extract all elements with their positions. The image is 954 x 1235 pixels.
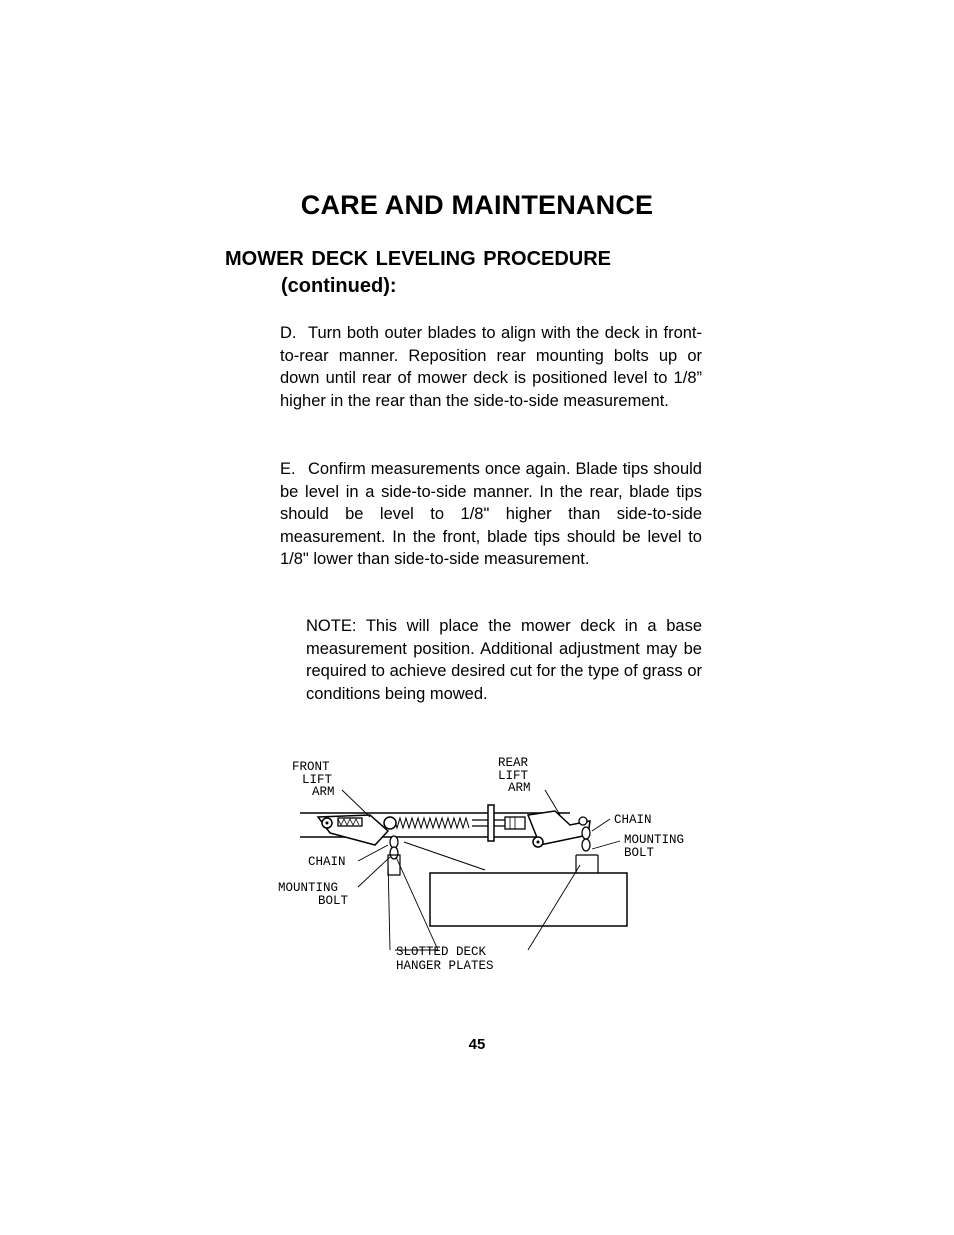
- chain-left-label: CHAIN: [308, 855, 346, 869]
- lift-linkage-diagram: [270, 745, 720, 985]
- chain-right-label: CHAIN: [614, 813, 652, 827]
- step-text: Confirm measurements once again. Blade tips should be level in a side-to-side manner. In the rear, blade tips should be level to 1/8" higher than side-to-side measurement. In the front, blade tips should be level to 1/8" lower than side-to-side measurement.: [280, 460, 702, 568]
- spring-eye: [384, 817, 396, 829]
- rear-lift-arm-label-2: LIFT: [498, 769, 529, 783]
- section-continued: (continued):: [281, 275, 397, 297]
- page-title: CARE AND MAINTENANCE: [300, 190, 654, 220]
- mounting-bolt-right-label-2: BOLT: [624, 846, 655, 860]
- mounting-bolt-right-label-1: MOUNTING: [624, 833, 685, 847]
- step-text: Turn both outer blades to align with the deck in front-to-rear manner. Reposition rear mounting bolts up or down until rear of mower deck is positioned level to 1/8” higher in the rear than the side-to-side measurement.: [280, 324, 702, 410]
- page-number: 45: [468, 1036, 486, 1053]
- rear-chain: [582, 827, 590, 851]
- mounting-bolt-left-label-1: MOUNTING: [278, 881, 339, 895]
- section-title: MOWER DECK LEVELING PROCEDURE: [225, 248, 612, 270]
- rear-lift-arm-label-1: REAR: [498, 756, 529, 770]
- hanger-plates-label-1: SLOTTED DECK: [396, 945, 487, 959]
- rear-lift-arm-label-3: ARM: [508, 781, 531, 795]
- spring: [394, 818, 469, 828]
- step-label: D.: [280, 324, 297, 342]
- rear-hanger-plate: [576, 855, 598, 873]
- step-d: [280, 322, 702, 412]
- hanger-plates-label-2: HANGER PLATES: [396, 959, 494, 973]
- front-lift-arm-label-1: FRONT: [292, 760, 330, 774]
- front-lift-arm-label-3: ARM: [312, 785, 335, 799]
- step-e: [280, 458, 702, 571]
- mower-deck: [430, 873, 627, 926]
- front-lift-arm-label-2: LIFT: [302, 773, 333, 787]
- rod-stop: [488, 805, 494, 841]
- note-paragraph: NOTE: This will place the mower deck in a base measurement position. Additional adjustment may be required to achieve desired cut for the type of grass or conditions being mowed.: [306, 617, 702, 703]
- step-label: E.: [280, 460, 296, 478]
- mounting-bolt-left-label-2: BOLT: [318, 894, 349, 908]
